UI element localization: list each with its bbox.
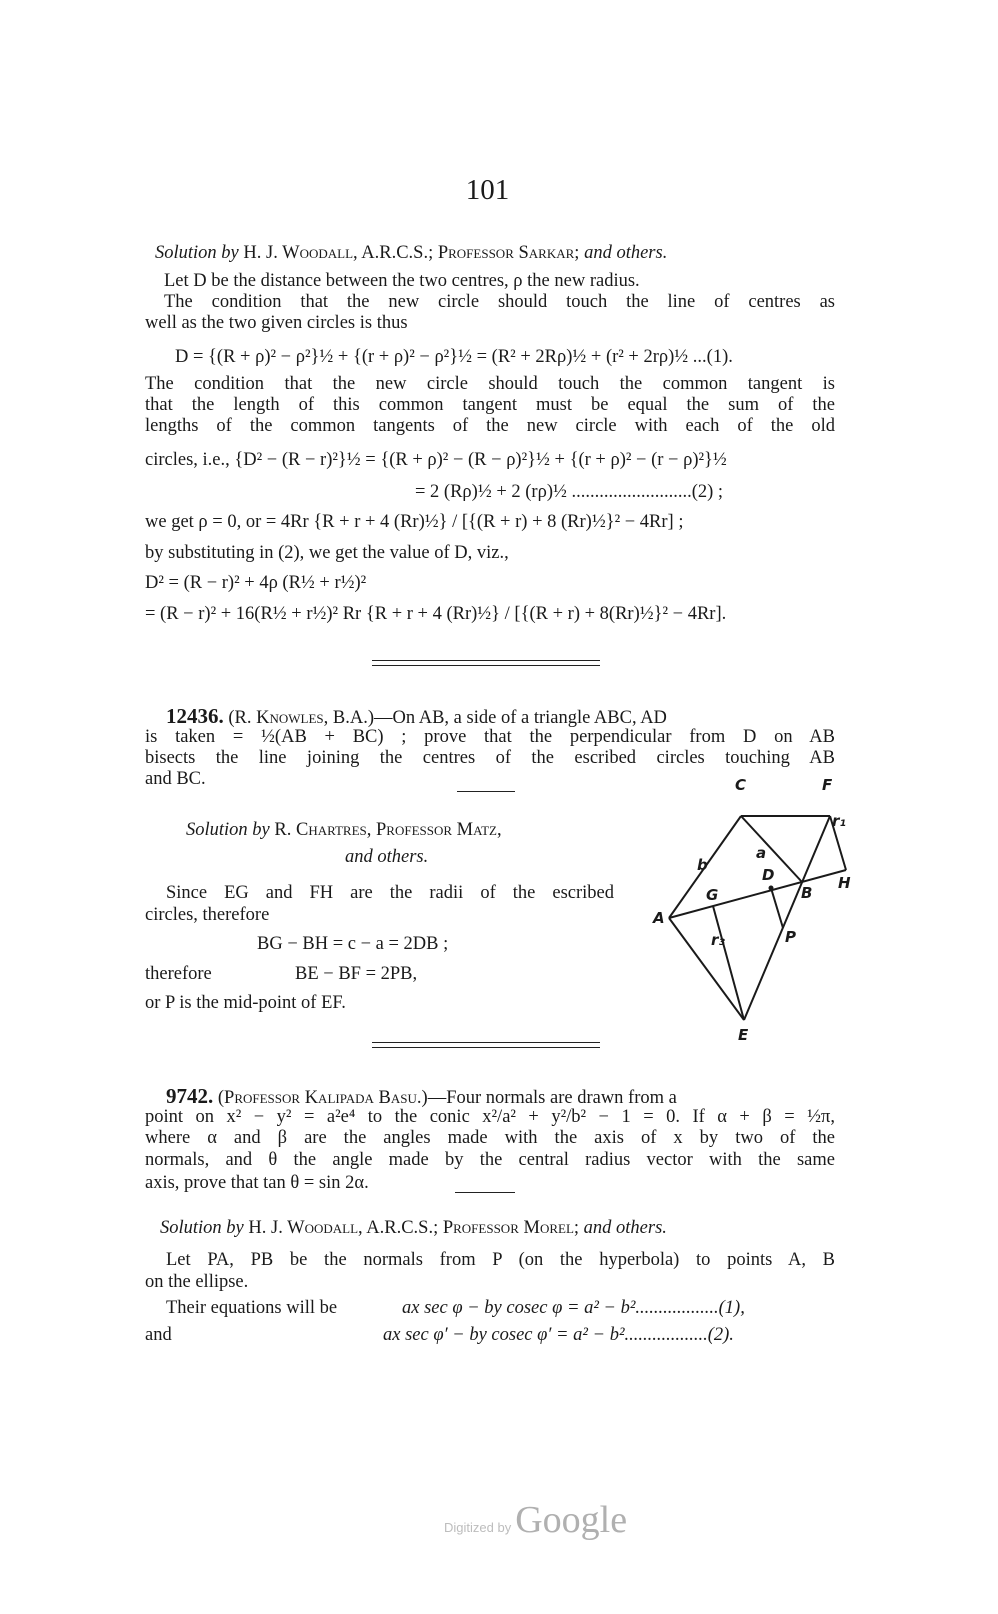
point-D [769,886,774,891]
text-line: and BC. [145,769,206,789]
equation-1: ax sec φ − by cosec φ = a² − b²..................(1), [402,1298,745,1318]
equation-line: BE − BF = 2PB, [295,964,418,984]
line-GE [713,906,744,1020]
label-r3: r₃ [711,931,725,949]
label-G: G [706,886,719,904]
text-line: circles, therefore [145,905,270,925]
label-r1: r₁ [832,812,846,830]
text-line: by substituting in (2), we get the value of D, viz., [145,543,509,563]
text-line: lengths of the common tangents of the new circle with each of the old [145,416,835,436]
equation-line: BG − BH = c − a = 2DB ; [257,934,449,954]
solution-prefix: Solution by [155,243,239,263]
solution-prefix: Solution by [186,820,270,840]
digitized-by-google-watermark [444,1498,627,1542]
text-line: Since EG and FH are the radii of the escribed [166,883,614,903]
solution-suffix: and others. [345,847,429,867]
question-proposer: (R. Knowles, B.A.) [228,708,375,728]
solution-authors: H. J. Woodall, A.R.C.S.; Professor Sarkar; [243,243,580,263]
label-C: C [735,776,747,794]
question-number: 12436. [166,704,224,728]
page-number: 101 [465,174,510,206]
label-H: H [838,874,851,892]
text-line: Let PA, PB be the normals from P (on the hyperbola) to points A, B [166,1250,835,1270]
solution-suffix: and others. [584,243,668,263]
equation-line: = (R − r)² + 16(R½ + r½)² Rr {R + r + 4 (Rr)½} / [{(R + r) + 8(Rr)½}² − 4Rr]. [145,604,727,624]
text-line: on the ellipse. [145,1272,249,1292]
question-end-rule [455,1192,515,1193]
solution-authors: H. J. Woodall, A.R.C.S.; Professor Morel; [248,1218,580,1238]
question-proposer: (Professor Kalipada Basu.) [217,1088,428,1108]
text-line: and [145,1325,172,1345]
text-line: —On AB, a side of a triangle ABC, AD [374,708,667,728]
label-A: A [653,909,665,927]
solution-heading [160,1217,850,1239]
text-line: Let D be the distance between the two centres, ρ the new radius. [164,271,640,291]
text-line: —Four normals are drawn from a [427,1088,677,1108]
label-D: D [762,866,775,884]
text-line: or P is the mid-point of EF. [145,993,346,1013]
google-logo: Google [515,1499,628,1541]
equation-line: D² = (R − r)² + 4ρ (R½ + r½)² [145,573,367,593]
text-line: is taken = ½(AB + BC) ; prove that the perpendicular from D on AB [145,727,835,747]
line-DP [771,888,783,928]
text-line: well as the two given circles is thus [145,313,408,333]
text-line: therefore [145,964,212,984]
label-B: B [801,884,813,902]
equation-1: D = {(R + ρ)² − ρ²}½ + {(r + ρ)² − ρ²}½ = (R² + 2Rρ)½ + (r² + 2rρ)½ ...(1). [175,347,733,367]
line-AE [669,918,744,1020]
equation-line: circles, i.e., {D² − (R − r)²}½ = {(R + ρ)² − (R − ρ)²}½ + {(r + ρ)² − (r − ρ)²}½ [145,450,727,470]
label-P: P [785,928,796,946]
label-a: a [756,844,767,862]
label-E: E [738,1026,749,1044]
text-line: bisects the line joining the centres of the escribed circles touching AB [145,748,835,768]
line-AH [669,870,846,918]
text-line: Their equations will be [166,1298,338,1318]
text-line: normals, and θ the angle made by the central radius vector with the same [145,1150,835,1170]
section-divider [372,1042,600,1048]
label-b: b [697,856,708,874]
label-F: F [822,776,833,794]
solution-suffix: and others. [583,1218,667,1238]
digitized-label: Digitized by [444,1520,512,1535]
equation-2: ax sec φ′ − by cosec φ′ = a² − b²..................(2). [383,1325,734,1345]
equation-line: we get ρ = 0, or = 4Rr {R + r + 4 (Rr)½} / [{(R + r) + 8 (Rr)½}² − 4Rr] ; [145,512,684,532]
text-line: point on x² − y² = a²e⁴ to the conic x²/a² + y²/b² − 1 = 0. If α + β = ½π, [145,1107,835,1127]
text-line: where α and β are the angles made with the axis of x by two of the [145,1128,835,1148]
text-line: The condition that the new circle should touch the line of centres as [164,292,835,312]
question-number: 9742. [166,1084,214,1108]
solution-authors: R. Chartres, Professor Matz, [274,820,502,840]
text-line: The condition that the new circle should touch the common tangent is [145,374,835,394]
text-line: that the length of this common tangent must be equal the sum of the [145,395,835,415]
text-line: axis, prove that tan θ = sin 2α. [145,1173,369,1193]
equation-2: = 2 (Rρ)½ + 2 (rρ)½ ..........................(2) ; [415,482,724,502]
solution-prefix: Solution by [160,1218,244,1238]
